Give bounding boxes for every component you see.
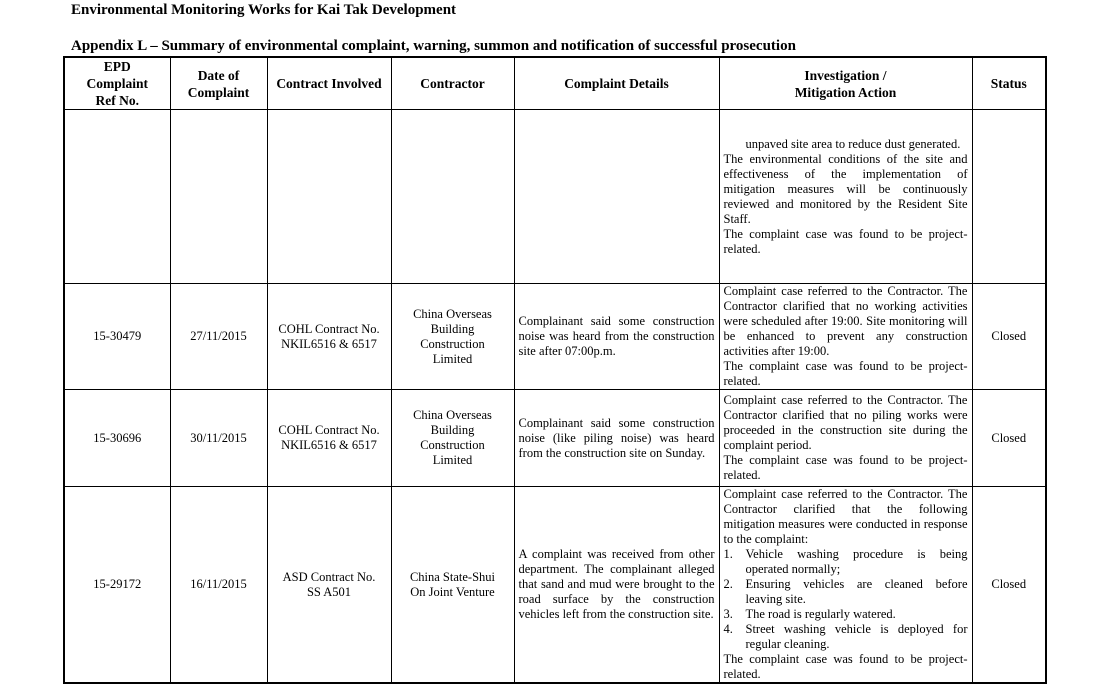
document-title: Environmental Monitoring Works for Kai Tak Development [71, 2, 457, 18]
complaint-summary-table [63, 56, 1047, 684]
status-cell: Closed [972, 390, 1046, 487]
table-row-continued [64, 110, 1046, 284]
mitigation-list [724, 547, 968, 652]
ref-cell: 15-29172 [64, 487, 170, 684]
action-text: unpaved site area to reduce dust generated. [745, 136, 961, 151]
action-cell: Complaint case referred to the Contractor. The Contractor clarified that no piling works were proceeded in the construction site during the complaint period. The complaint case was found to be project-related. [719, 390, 972, 487]
contractor-cell: China Overseas Building Construction Limited [391, 284, 514, 390]
table-row [64, 390, 1046, 487]
contractor-cell: China State-Shui On Joint Venture [391, 487, 514, 684]
status-cell: Closed [972, 487, 1046, 684]
appendix-title: Appendix L – Summary of environmental complaint, warning, summon and notification of successful prosecution [71, 38, 796, 54]
list-item: 4. Street washing vehicle is deployed for regular cleaning. [723, 622, 968, 651]
column-header-contractor: Contractor [391, 57, 514, 110]
contract-cell: COHL Contract No. NKIL6516 & 6517 [267, 284, 391, 390]
list-item: 2. Ensuring vehicles are cleaned before leaving site. [723, 577, 968, 606]
contract-cell: COHL Contract No. NKIL6516 & 6517 [267, 390, 391, 487]
column-header-date: Date of Complaint [170, 57, 267, 110]
column-header-details: Complaint Details [514, 57, 719, 110]
details-cell: Complainant said some construction noise was heard from the construction site after 07:00p.m. [514, 284, 719, 390]
action-text: The environmental conditions of the site and effectiveness of the implementation of mitigation measures will be continuously reviewed and monitored by the Resident Site Staff. [723, 151, 968, 226]
status-cell: Closed [972, 284, 1046, 390]
table-row [64, 284, 1046, 390]
action-text: The complaint case was found to be project-related. [723, 226, 968, 256]
date-cell: 30/11/2015 [170, 390, 267, 487]
date-cell: 27/11/2015 [170, 284, 267, 390]
ref-cell: 15-30696 [64, 390, 170, 487]
column-header-contract: Contract Involved [267, 57, 391, 110]
table-header-row [64, 57, 1046, 110]
contractor-cell: China Overseas Building Construction Limited [391, 390, 514, 487]
date-cell: 16/11/2015 [170, 487, 267, 684]
action-cell: Complaint case referred to the Contractor. The Contractor clarified that no working activities were scheduled after 19:00. Site monitoring will be enhanced to prevent any construction activities after 19:00. The complaint case was found to be project-related. [719, 284, 972, 390]
action-cell [719, 110, 972, 284]
table-row [64, 487, 1046, 684]
ref-cell: 15-30479 [64, 284, 170, 390]
details-cell: A complaint was received from other department. The complainant alleged that sand and mud were brought to the road surface by the construction vehicles left from the construction site. [514, 487, 719, 684]
column-header-ref: EPD Complaint Ref No. [64, 57, 170, 110]
list-item: 3. The road is regularly watered. [723, 607, 896, 621]
column-header-status: Status [972, 57, 1046, 110]
contract-cell: ASD Contract No. SS A501 [267, 487, 391, 684]
details-cell: Complainant said some construction noise (like piling noise) was heard from the construction site on Sunday. [514, 390, 719, 487]
column-header-action: Investigation / Mitigation Action [719, 57, 972, 110]
list-item: 1. Vehicle washing procedure is being operated normally; [723, 547, 968, 576]
action-cell: Complaint case referred to the Contractor. The Contractor clarified that the following mitigation measures were conducted in response to the complaint: 1. Vehicle washing procedure is being operated normally; 2. Ensuring vehicles are cleaned before leaving site. 3. The road is regularly watered. 4. Street washing vehicle is deployed for regular cleaning. The complaint case was found to be project-related. [719, 487, 972, 684]
